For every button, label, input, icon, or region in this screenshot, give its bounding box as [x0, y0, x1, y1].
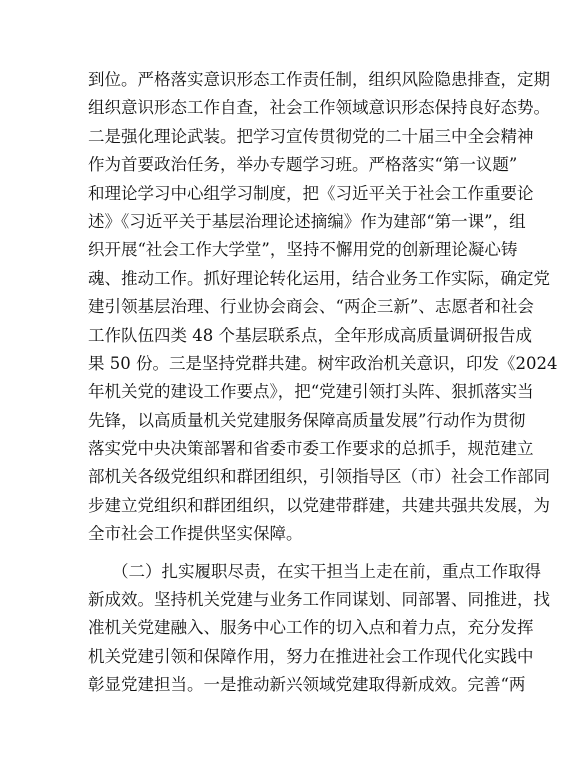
text-line: 作为首要政治任务，举办专题学习班。严格落实“第一议题”	[88, 155, 518, 175]
text-line: 彰显党建担当。一是推动新兴领域党建取得新成效。完善“两	[88, 675, 526, 695]
text-line: 新成效。坚持机关党建与业务工作同谋划、同部署、同推进，找	[88, 590, 550, 610]
text-line: 组织意识形态工作自查，社会工作领域意识形态保持良好态势。	[88, 98, 550, 118]
text-line: 织开展“社会工作大学堂”，坚持不懈用党的创新理论凝心铸	[88, 240, 518, 260]
text-line: 准机关党建融入、服务中心工作的切入点和着力点，充分发挥	[88, 618, 534, 638]
text-line: 果 50 份。三是坚持党群共建。树牢政治机关意识，印发《2024	[88, 353, 558, 373]
text-line: 到位。严格落实意识形态工作责任制，组织风险隐患排查，定期	[88, 70, 550, 89]
text-line: 二是强化理论武装。把学习宣传贯彻党的二十届三中全会精神	[88, 126, 534, 146]
text-line: 工作队伍四类 48 个基层联系点，全年形成高质量调研报告成	[88, 325, 532, 345]
text-line: 年机关党的建设工作要点》，把“党建引领打头阵、狠抓落实当	[88, 382, 534, 402]
text-line: 步建立党组织和群团组织，以党建带群建，共建共强共发展，为	[88, 495, 550, 515]
text-line: 述》《习近平关于基层治理论述摘编》作为建部“第一课”，组	[88, 211, 526, 231]
section-heading-line: （二）扎实履职尽责，在实干担当上走在前，重点工作取得	[112, 561, 541, 581]
document-body	[88, 66, 558, 700]
text-line: 先锋，以高质量机关党建服务保障高质量发展”行动作为贯彻	[88, 410, 526, 430]
text-line: 和理论学习中心组学习制度，把《习近平关于社会工作重要论	[88, 183, 534, 203]
text-line: 机关党建引领和保障作用，努力在推进社会工作现代化实践中	[88, 646, 534, 666]
text-line: 全市社会工作提供坚实保障。	[88, 524, 303, 544]
paragraph-gap	[88, 549, 504, 558]
text-line: 落实党中央决策部署和省委市委工作要求的总抓手，规范建立	[88, 439, 534, 459]
text-line: 部机关各级党组织和群团组织，引领指导区（市）社会工作部同	[88, 467, 550, 487]
text-line: 魂、推动工作。抓好理论转化运用，结合业务工作实际，确定党	[88, 268, 550, 288]
text-line: 建引领基层治理、行业协会商会、“两企三新”、志愿者和社会	[88, 297, 534, 317]
